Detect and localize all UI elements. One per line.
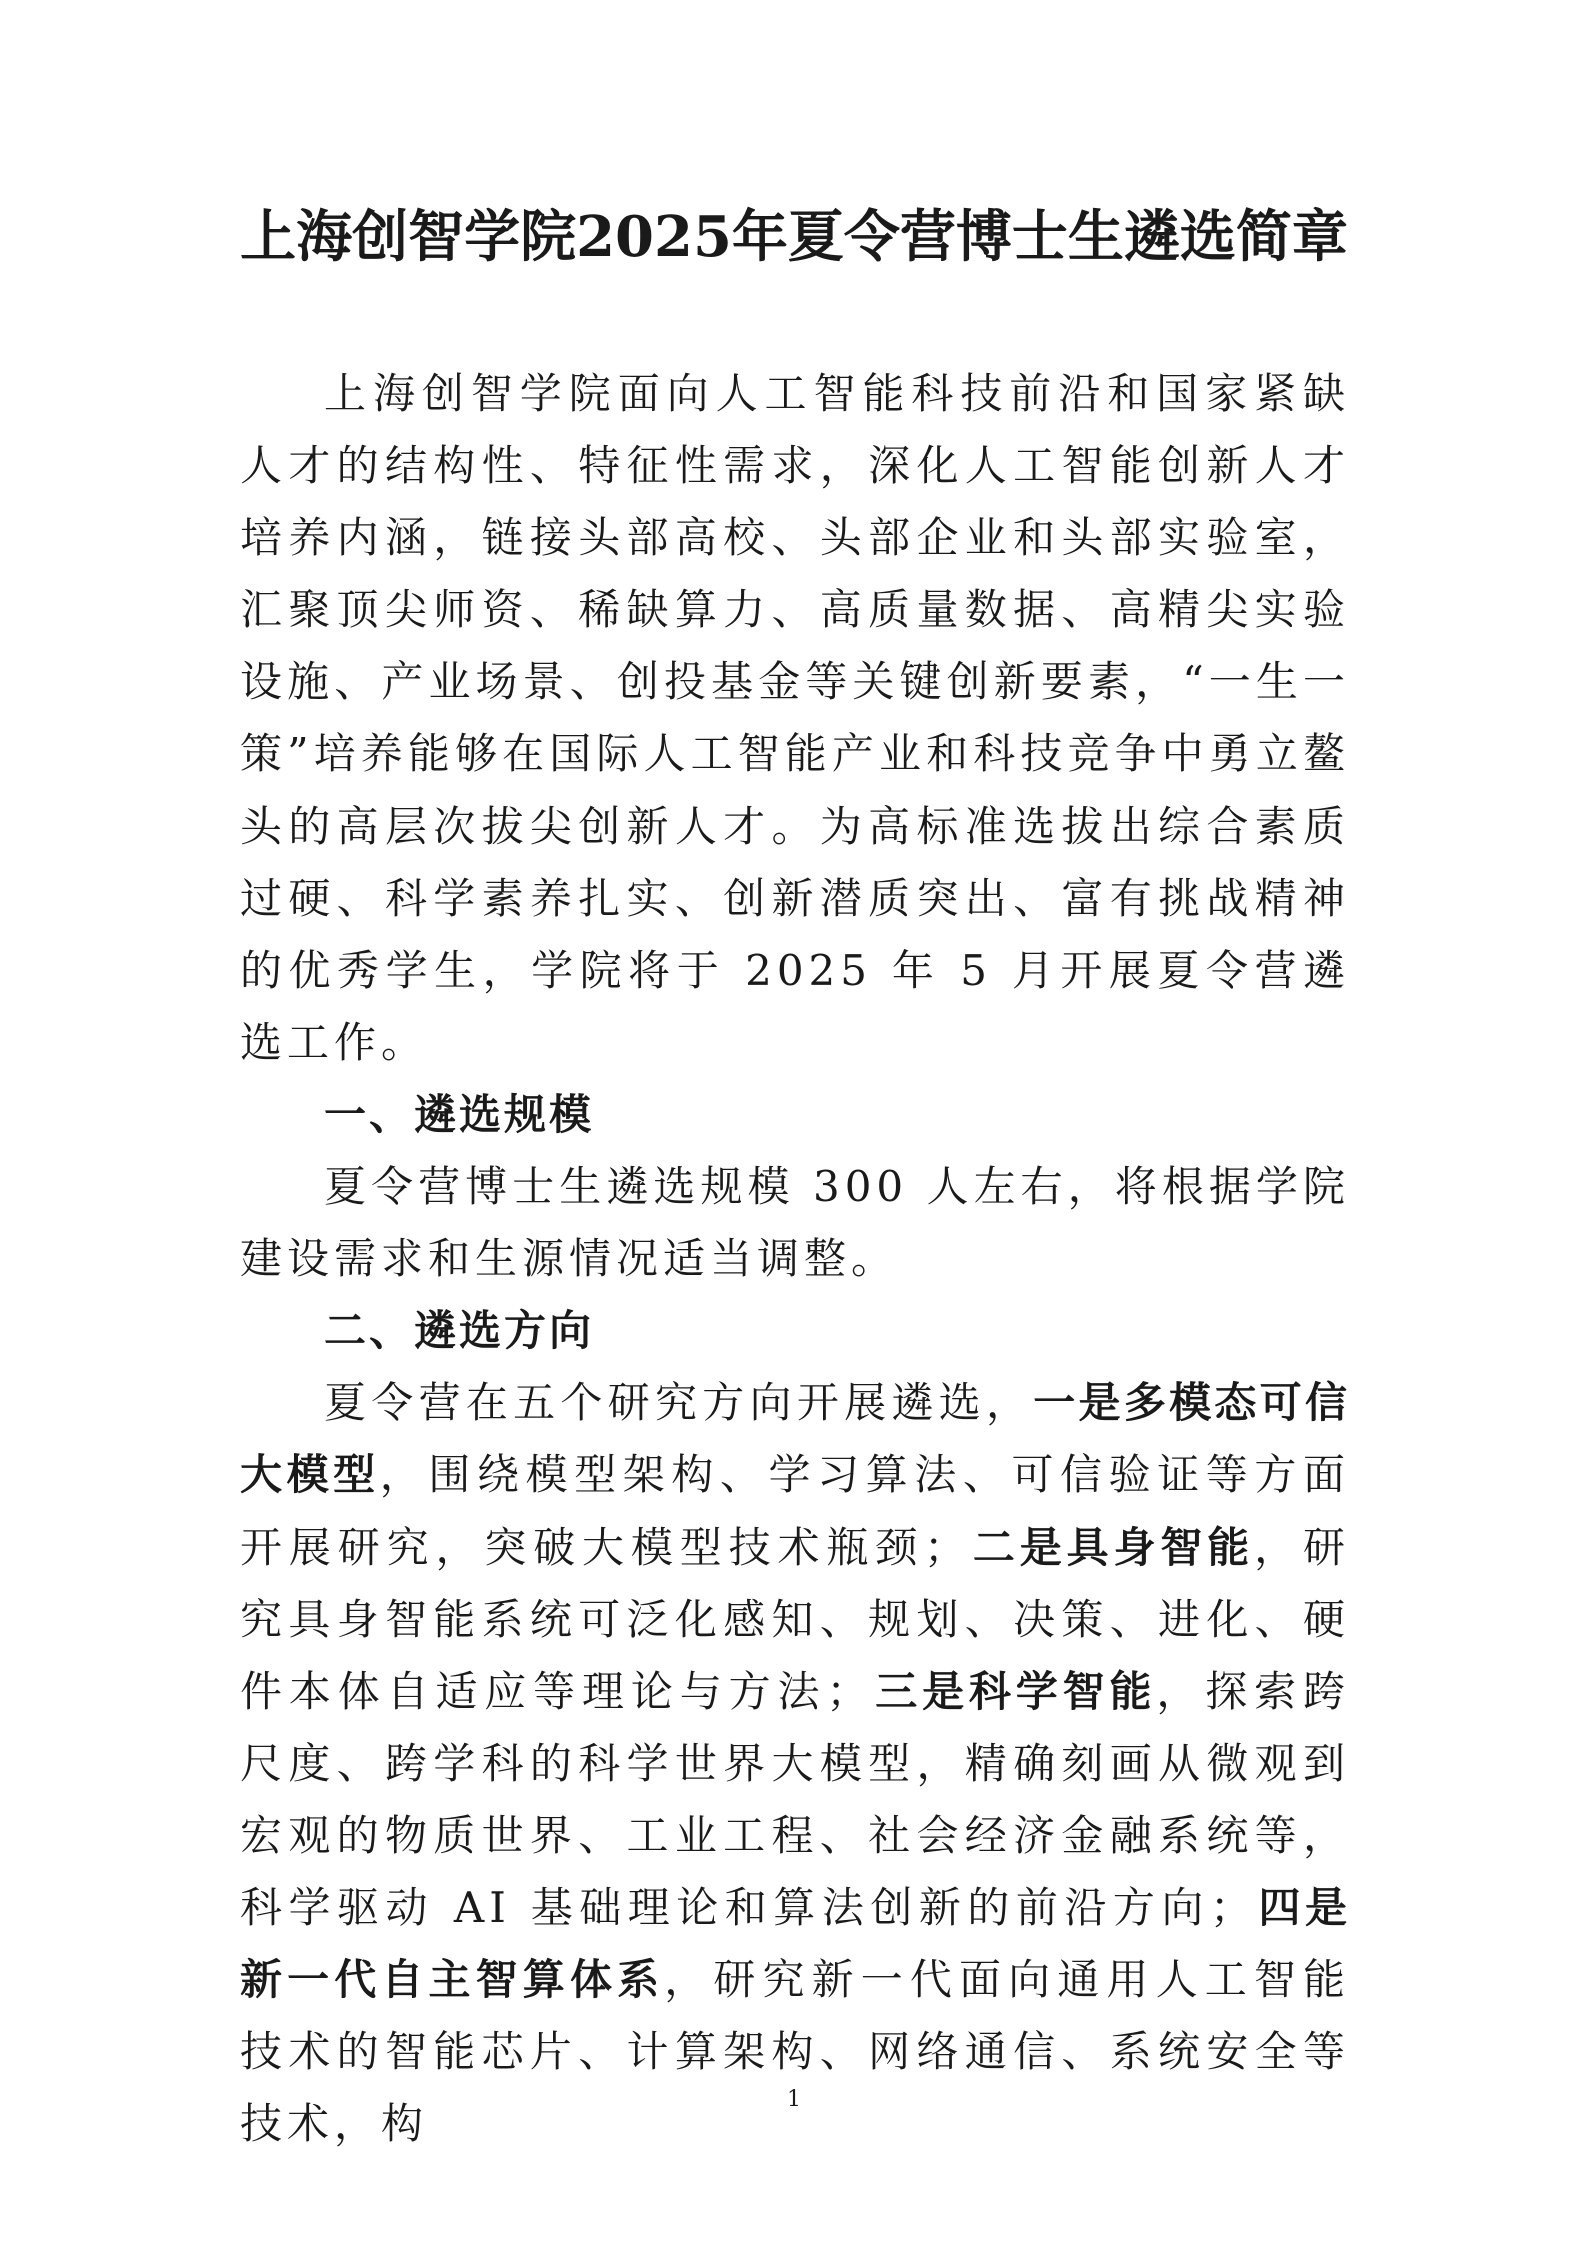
- section-heading-directions: 二、遴选方向: [324, 1306, 595, 1356]
- document-title: 上海创智学院2025年夏令营博士生遴选简章: [240, 204, 1348, 270]
- scale-paragraph: 夏令营博士生遴选规模 300 人左右，将根据学院建设需求和生源情况适当调整。: [240, 1162, 1350, 1284]
- direction-1-title: 一是多模态可信大模型: [240, 1378, 1350, 1500]
- direction-3-title: 三是科学智能: [873, 1666, 1157, 1716]
- directions-paragraph: [240, 1367, 1350, 2160]
- directions-lead: 夏令营在五个研究方向开展遴选，: [324, 1378, 1034, 1428]
- direction-3-text: ，探索跨尺度、跨学科的科学世界大模型，精确刻画从微观到宏观的物质世界、工业工程、社会经济金融系统等，科学驱动 AI 基础理论和算法创新的前沿方向；: [240, 1666, 1350, 1932]
- section-heading-scale: 一、遴选规模: [324, 1089, 595, 1139]
- intro-paragraph: 上海创智学院面向人工智能科技前沿和国家紧缺人才的结构性、特征性需求，深化人工智能创新人才培养内涵，链接头部高校、头部企业和头部实验室，汇聚顶尖师资、稀缺算力、高质量数据、高精尖实验设施、产业场景、创投基金等关键创新要素，“一生一策”培养能够在国际人工智能产业和科技竞争中勇立鳌头的高层次拔尖创新人才。为高标准选拔出综合素质过硬、科学素养扎实、创新潜质突出、富有挑战精神的优秀学生，学院将于 2025 年 5 月开展夏令营遴选工作。: [240, 369, 1350, 1067]
- direction-1-text: ，围绕模型架构、学习算法、可信验证等方面开展研究，突破大模型技术瓶颈；: [240, 1450, 1350, 1572]
- direction-4-title: 四是新一代自主智算体系: [240, 1882, 1350, 2005]
- page-number: 1: [787, 2087, 801, 2112]
- direction-4-text: ，研究新一代面向通用人工智能技术的智能芯片、计算架构、网络通信、系统安全等技术，构: [240, 1955, 1350, 2149]
- direction-2-title: 二是具身智能: [971, 1522, 1255, 1572]
- direction-2-text: ，研究具身智能系统可泛化感知、规划、决策、进化、硬件本体自适应等理论与方法；: [240, 1522, 1350, 1716]
- document-body: [240, 358, 1350, 2160]
